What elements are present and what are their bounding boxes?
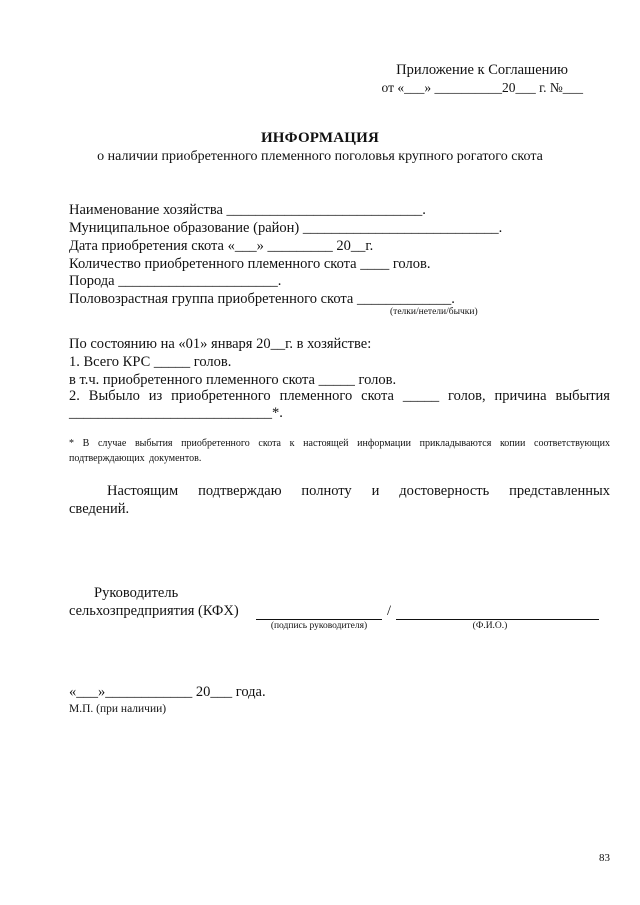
appendix-title: Приложение к Соглашению <box>396 62 568 78</box>
head-title: Руководитель <box>94 585 179 601</box>
document-title: ИНФОРМАЦИЯ <box>260 130 380 146</box>
fio-hint: (Ф.И.О.) <box>472 621 508 631</box>
signature-blank <box>256 604 382 620</box>
confirmation-word: и <box>371 483 380 499</box>
confirmation-line-2: сведений. <box>69 501 130 517</box>
retired-word: племенного <box>279 388 353 404</box>
retired-word: скота <box>361 388 394 404</box>
head-organization: сельхозпредприятия (КФХ) <box>69 603 239 619</box>
confirmation-line-1 <box>69 483 610 500</box>
signature-separator: / <box>387 603 392 619</box>
quantity-field: Количество приобретенного племенного скота ____ голов. <box>69 256 431 272</box>
document-subtitle: о наличии приобретенного племенного поголовья крупного рогатого скота <box>97 149 543 164</box>
closing-date: «___»____________ 20___ года. <box>69 684 266 700</box>
age-sex-group-hint: (телки/нетели/бычки) <box>390 307 478 317</box>
retired-word: 2. <box>69 388 80 404</box>
breed-field: Порода ______________________. <box>69 273 282 289</box>
confirmation-word: достоверность <box>399 483 490 499</box>
retired-word: из <box>148 388 163 404</box>
retired-word: приобретенного <box>171 388 271 404</box>
retired-line <box>69 388 610 405</box>
confirmation-word: Настоящим <box>107 483 179 499</box>
total-krs-line: 1. Всего КРС _____ голов. <box>69 354 232 370</box>
status-as-of: По состоянию на «01» января 20__г. в хозяйстве: <box>69 336 372 352</box>
age-sex-group-field: Половозрастная группа приобретенного скота _____________. <box>69 291 455 307</box>
appendix-date: от «___» __________20___ г. №___ <box>381 80 583 95</box>
footnote: * В случае выбытия приобретенного скота к настоящей информации прикладываются копии соответствующих подтверждающих документов. <box>69 438 610 464</box>
purchased-krs-line: в т.ч. приобретенного племенного скота _____ голов. <box>69 372 397 388</box>
purchase-date-field: Дата приобретения скота «___» _________ 20__г. <box>69 238 374 254</box>
retired-word: _____ <box>402 388 440 404</box>
confirmation-word: представленных <box>509 483 610 499</box>
retired-word: причина <box>494 388 547 404</box>
confirmation-word: полноту <box>301 483 352 499</box>
municipality-field: Муниципальное образование (район) ___________________________. <box>69 220 503 236</box>
stamp-place: М.П. (при наличии) <box>69 703 167 715</box>
confirmation-word: подтверждаю <box>198 483 282 499</box>
signature-hint: (подпись руководителя) <box>270 621 368 631</box>
retired-word: голов, <box>448 388 486 404</box>
farm-name-field: Наименование хозяйства ___________________________. <box>69 202 426 218</box>
retired-word: Выбыло <box>88 388 140 404</box>
fio-blank <box>396 604 599 620</box>
retired-word: выбытия <box>555 388 610 404</box>
retired-reason-line: ____________________________*. <box>69 405 283 421</box>
page-number: 83 <box>599 852 610 864</box>
